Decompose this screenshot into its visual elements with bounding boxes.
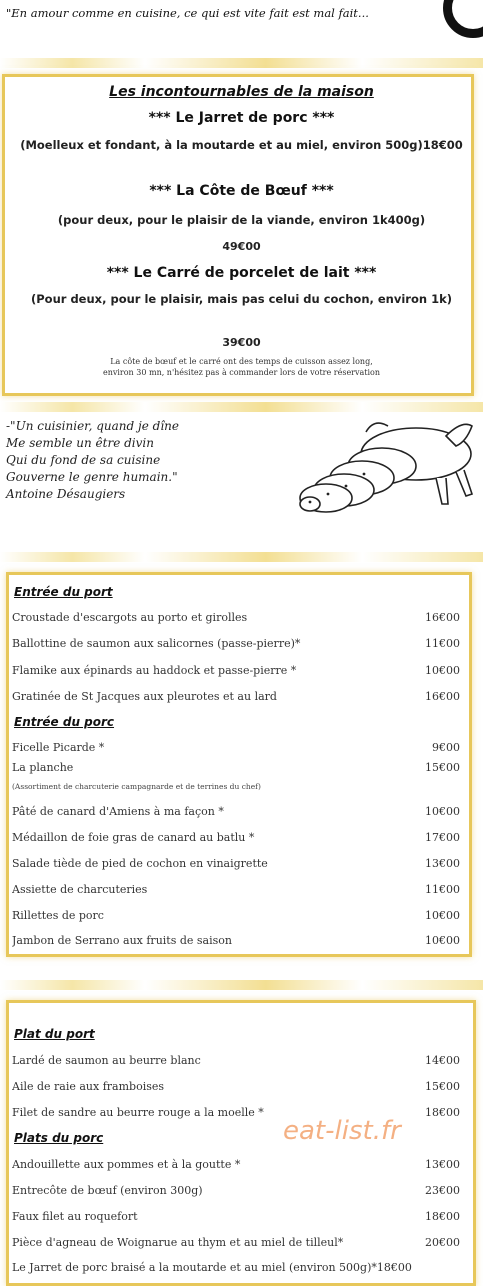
item-price: 18€00 [425,1106,460,1119]
list-item [12,857,460,877]
item-price: 20€00 [425,1236,460,1249]
specialty-desc: (pour deux, pour le plaisir de la viande, environ 1k400g) [57,213,426,227]
section-title-entree-porc: Entrée du porc [14,715,115,729]
item-name: Ficelle Picarde * [12,741,105,754]
item-name: Médaillon de foie gras de canard au batlu * [12,831,255,844]
gold-divider [0,552,483,562]
list-item [12,611,460,631]
item-name: La planche [12,761,74,774]
list-item [12,637,460,657]
list-item [12,934,460,954]
item-name: Filet de sandre au beurre rouge a la moelle * [12,1106,264,1119]
item-price: 13€00 [425,857,460,870]
item-name: Flamike aux épinards au haddock et passe-pierre * [12,664,297,677]
poem-line: Gouverne le genre humain." [6,470,178,484]
list-item [12,1080,460,1100]
poem-line: -"Un cuisinier, quand je dîne [6,419,180,433]
specialties-note [20,356,463,378]
note-line: La côte de bœuf et le carré ont des temps de cuisson assez long, [110,357,373,366]
list-item [12,1236,460,1256]
item-price: 15€00 [425,761,460,774]
gold-divider [0,58,483,68]
specialty-name: *** Le Jarret de porc *** [148,110,335,126]
item-name: Assiette de charcuteries [12,883,148,896]
item-price: 10€00 [425,909,460,922]
item-price: 16€00 [425,690,460,703]
item-name: Lardé de saumon au beurre blanc [12,1054,201,1067]
planche-note: (Assortiment de charcuterie campagnarde et de terrines du chef) [12,782,261,791]
logo [443,0,483,38]
watermark: eat-list.fr [283,1116,401,1146]
poem-line: Qui du fond de sa cuisine [6,453,161,467]
item-name: Rillettes de porc [12,909,104,922]
item-name: Aile de raie aux framboises [12,1080,165,1093]
list-item [12,883,460,903]
list-item [12,831,460,851]
note-line: environ 30 mn, n'hésitez pas à commander lors de votre réservation [102,368,381,377]
item-price: 9€00 [432,741,460,754]
list-item [12,690,460,710]
gold-divider [0,402,483,412]
item-name: Croustade d'escargots au porto et girolles [12,611,248,624]
item-price: 13€00 [425,1158,460,1171]
item-name: Entrecôte de bœuf (environ 300g) [12,1184,203,1197]
item-price: 16€00 [425,611,460,624]
specialty-name: *** La Côte de Bœuf *** [149,183,334,199]
list-item [12,1184,460,1204]
item-name: Jambon de Serrano aux fruits de saison [12,934,232,947]
item-price: 11€00 [425,637,460,650]
item-price: 17€00 [425,831,460,844]
item-price: 10€00 [425,934,460,947]
poem-line: Me semble un être divin [6,436,154,450]
item-price: 11€00 [425,883,460,896]
specialties-title: Les incontournables de la maison [109,84,374,100]
item-price: 18€00 [425,1210,460,1223]
item-name: Ballottine de saumon aux salicornes (passe-pierre)* [12,637,301,650]
item-price: 23€00 [425,1184,460,1197]
gold-divider [0,980,483,990]
item-price: 14€00 [425,1054,460,1067]
specialty-desc: (Pour deux, pour le plaisir, mais pas celui du cochon, environ 1k) [31,292,452,306]
poem [6,418,179,503]
section-title-plat-port: Plat du port [14,1027,95,1041]
list-item [12,761,460,781]
list-item [12,1054,460,1074]
list-item [12,909,460,929]
section-title-entree-port: Entrée du port [14,585,113,599]
item-name: Salade tiède de pied de cochon en vinaigrette [12,857,268,870]
pigs-illustration [296,412,474,522]
item-name: Pièce d'agneau de Woignarue au thym et au miel de tilleul* [12,1236,344,1249]
item-price: 15€00 [425,1080,460,1093]
item-name: Gratinée de St Jacques aux pleurotes et au lard [12,690,277,703]
list-item [12,1210,460,1230]
list-item [12,741,460,761]
item-price: 10€00 [425,664,460,677]
specialty-name: *** Le Carré de porcelet de lait *** [106,265,377,281]
specialty-price: 49€00 [222,240,261,253]
section-title-plats-porc: Plats du porc [14,1131,104,1145]
item-name: Faux filet au roquefort [12,1210,138,1223]
specialty-desc: (Moelleux et fondant, à la moutarde et au miel, environ 500g)18€00 [20,138,463,152]
specialty-price: 39€00 [222,336,261,349]
list-item [12,1261,474,1281]
list-item [12,1158,460,1178]
item-name: Pâté de canard d'Amiens à ma façon * [12,805,224,818]
list-item [12,805,460,825]
list-item [12,664,460,684]
top-quote: "En amour comme en cuisine, ce qui est vite fait est mal fait... [6,6,369,20]
poem-author: Antoine Désaugiers [6,487,126,501]
item-price: 10€00 [425,805,460,818]
item-name: Le Jarret de porc braisé a la moutarde et au miel (environ 500g)*18€00 [12,1261,412,1274]
item-name: Andouillette aux pommes et à la goutte * [12,1158,241,1171]
